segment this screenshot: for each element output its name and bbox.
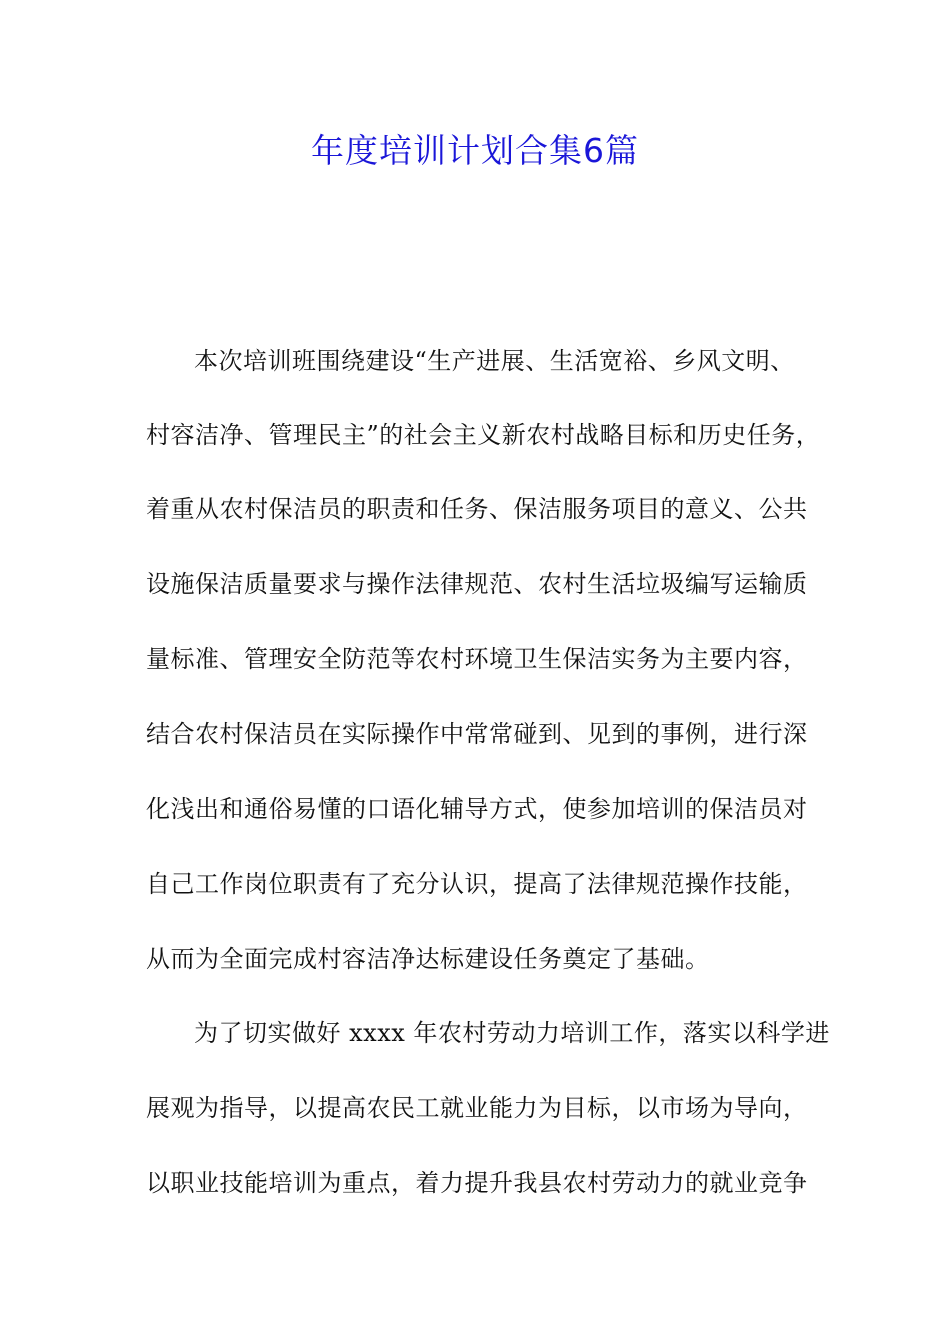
paragraph-line: 本次培训班围绕建设“生产进展、生活宽裕、乡风文明、 bbox=[194, 347, 795, 375]
paragraph-line: 以职业技能培训为重点，着力提升我县农村劳动力的就业竞争 bbox=[146, 1169, 808, 1197]
paragraph-line: 结合农村保洁员在实际操作中常常碰到、见到的事例，进行深 bbox=[146, 720, 808, 748]
paragraph-line: 村容洁净、管理民主”的社会主义新农村战略目标和历史任务， bbox=[146, 421, 821, 449]
paragraph-line: 量标准、管理安全防范等农村环境卫生保洁实务为主要内容， bbox=[146, 645, 808, 673]
paragraph-line: 设施保洁质量要求与操作法律规范、农村生活垃圾编写运输质 bbox=[146, 570, 808, 598]
paragraph-line: 为了切实做好 xxxx 年农村劳动力培训工作，落实以科学进 bbox=[194, 1019, 830, 1047]
document-title: 年度培训计划合集6篇 bbox=[311, 131, 639, 170]
paragraph-line: 着重从农村保洁员的职责和任务、保洁服务项目的意义、公共 bbox=[146, 495, 808, 523]
paragraph-line: 从而为全面完成村容洁净达标建设任务奠定了基础。 bbox=[146, 945, 710, 973]
paragraph-line: 自己工作岗位职责有了充分认识，提高了法律规范操作技能， bbox=[146, 870, 808, 898]
paragraph-line: 化浅出和通俗易懂的口语化辅导方式，使参加培训的保洁员对 bbox=[146, 795, 808, 823]
paragraph-line: 展观为指导，以提高农民工就业能力为目标，以市场为导向， bbox=[146, 1094, 808, 1122]
